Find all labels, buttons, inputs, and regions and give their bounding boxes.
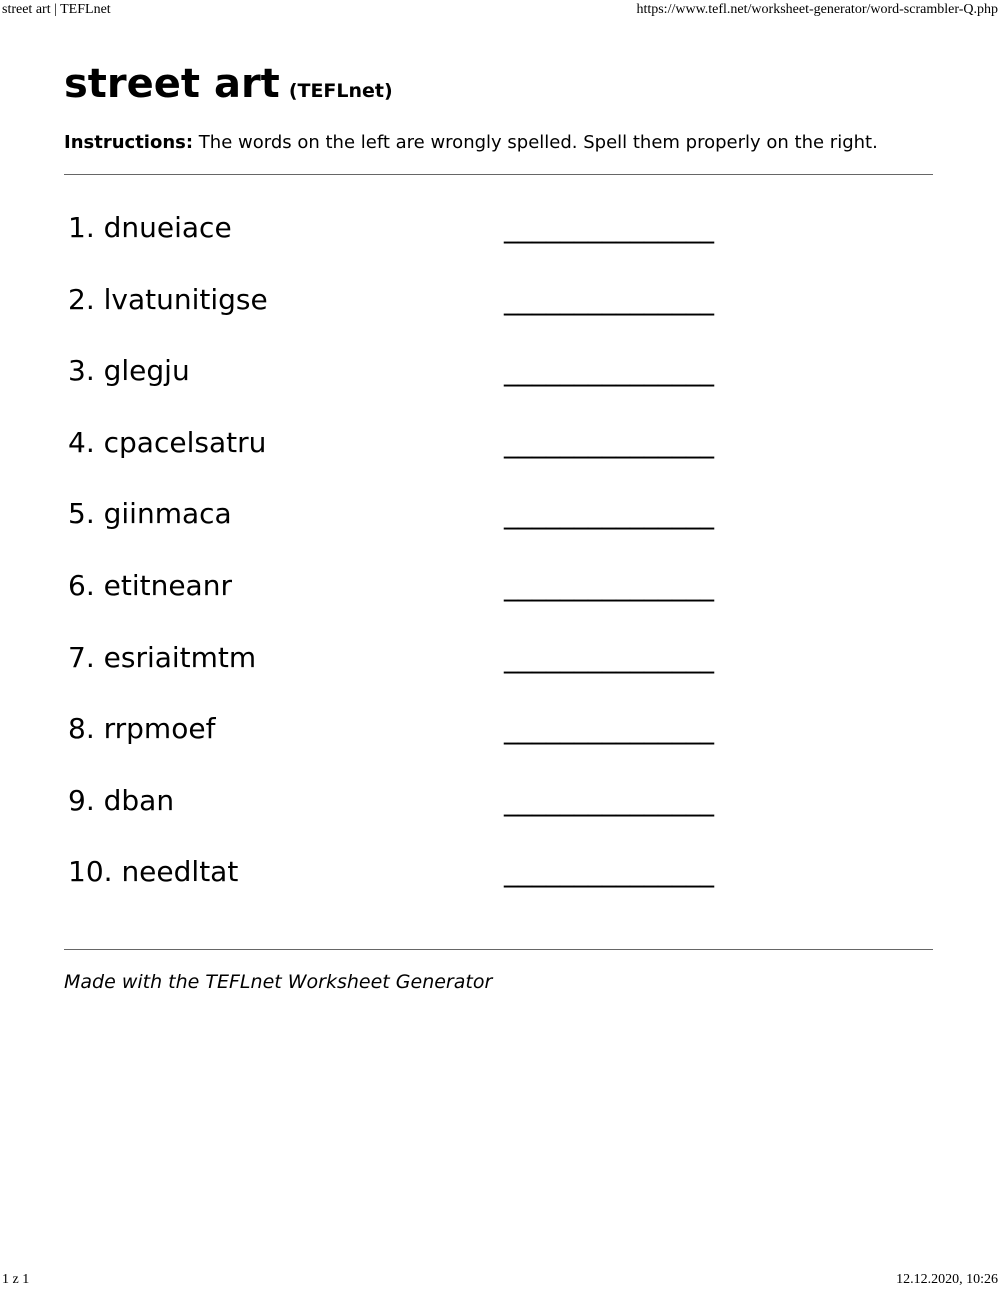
answer-blank[interactable]: _______________ <box>504 855 714 889</box>
answer-blank[interactable]: _______________ <box>504 282 714 316</box>
item-number: 5. <box>68 497 95 531</box>
answer-blank[interactable]: _______________ <box>504 783 714 817</box>
item-word-text: glegju <box>103 354 190 388</box>
item-number: 6. <box>68 568 95 602</box>
scrambled-word <box>64 569 504 603</box>
list-item <box>64 641 933 713</box>
scrambled-word <box>64 211 504 245</box>
print-header-title: street art | TEFLnet <box>2 2 111 17</box>
list-item <box>64 354 933 426</box>
item-word-text: dban <box>103 783 175 817</box>
answer-blank[interactable]: _______________ <box>504 425 714 459</box>
scrambled-word <box>64 855 504 889</box>
instructions-label: Instructions: <box>64 132 194 153</box>
list-item <box>64 497 933 569</box>
print-footer-datetime: 12.12.2020, 10:26 <box>896 1272 998 1287</box>
item-number: 7. <box>68 640 95 674</box>
answer-blank[interactable]: _______________ <box>504 211 714 244</box>
worksheet-title: street art <box>64 61 280 107</box>
item-number: 1. <box>68 211 95 244</box>
list-item <box>64 426 933 498</box>
list-item <box>64 283 933 355</box>
scrambled-word <box>64 426 504 460</box>
instructions-text: The words on the left are wrongly spelled. Spell them properly on the right. <box>198 132 878 153</box>
title-row <box>64 60 933 108</box>
worksheet-brand: (TEFLnet) <box>288 80 393 102</box>
item-word-text: etitneanr <box>103 568 232 602</box>
scrambled-word <box>64 712 504 746</box>
list-item <box>64 712 933 784</box>
list-item <box>64 569 933 641</box>
scrambled-word <box>64 784 504 818</box>
item-word-text: giinmaca <box>103 497 232 531</box>
item-number: 9. <box>68 783 95 817</box>
worksheet <box>64 60 933 993</box>
scrambled-word <box>64 497 504 531</box>
item-number: 4. <box>68 425 95 459</box>
generator-credit: Made with the TEFLnet Worksheet Generator <box>64 970 493 993</box>
item-word-text: esriaitmtm <box>103 640 257 674</box>
item-word-text: rrpmoef <box>103 712 216 746</box>
scrambled-word <box>64 641 504 675</box>
list-item <box>64 784 933 856</box>
answer-blank[interactable]: _______________ <box>504 712 714 746</box>
answer-blank[interactable]: _______________ <box>504 640 714 674</box>
list-item <box>64 855 933 927</box>
print-header-url: https://www.tefl.net/worksheet-generator/word-scrambler-Q.php <box>636 2 998 17</box>
print-footer-page: 1 z 1 <box>2 1272 30 1287</box>
instructions <box>64 131 924 155</box>
item-number: 2. <box>68 282 95 316</box>
item-list <box>64 211 933 927</box>
scrambled-word <box>64 283 504 317</box>
item-number: 8. <box>68 712 95 746</box>
bottom-divider <box>64 949 933 950</box>
answer-blank[interactable]: _______________ <box>504 497 714 531</box>
item-word-text: dnueiace <box>103 211 232 244</box>
list-item <box>64 211 933 283</box>
item-number: 3. <box>68 354 95 388</box>
answer-blank[interactable]: _______________ <box>504 568 714 602</box>
item-word-text: needltat <box>121 855 239 889</box>
item-word-text: cpacelsatru <box>103 425 267 459</box>
item-word-text: lvatunitigse <box>103 282 268 316</box>
scrambled-word <box>64 354 504 388</box>
answer-blank[interactable]: _______________ <box>504 354 714 388</box>
item-number: 10. <box>68 855 113 889</box>
top-divider <box>64 174 933 175</box>
